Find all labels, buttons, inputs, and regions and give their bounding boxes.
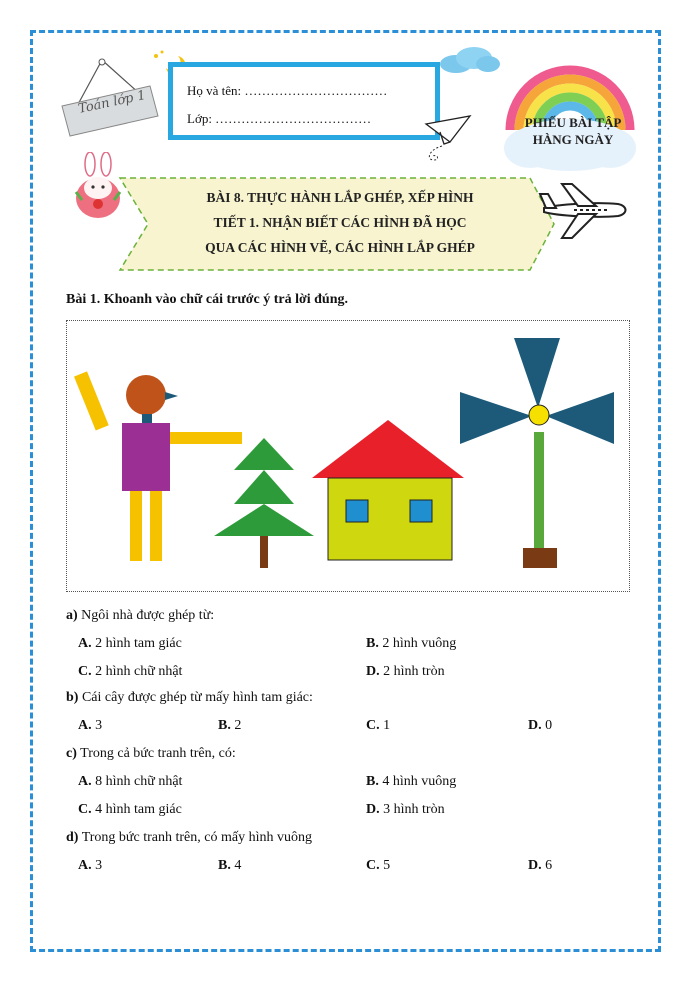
windmill-blade-left	[460, 392, 532, 444]
windmill-hub	[529, 405, 549, 425]
person-right-leg	[150, 491, 162, 561]
windmill-base	[523, 548, 557, 568]
option-d-B[interactable]: B. 4	[218, 858, 242, 873]
question-d: d) Trong bức tranh trên, có mấy hình vuông	[66, 830, 312, 845]
person-arm	[170, 432, 242, 444]
person-beak	[165, 392, 178, 400]
student-name-field[interactable]: Họ và tên: ……………………………	[187, 83, 388, 98]
option-a-B[interactable]: B. 2 hình vuông	[366, 636, 457, 651]
student-class-field[interactable]: Lớp: ………………………………	[187, 111, 372, 126]
exercise-heading: Bài 1. Khoanh vào chữ cái trước ý trả lời đúng.	[66, 292, 348, 307]
option-b-C[interactable]: C. 1	[366, 718, 391, 733]
option-d-A[interactable]: A. 3	[78, 858, 103, 873]
option-c-C[interactable]: C. 4 hình tam giác	[78, 802, 182, 817]
option-c-A[interactable]: A. 8 hình chữ nhật	[78, 774, 183, 789]
option-b-B[interactable]: B. 2	[218, 718, 242, 733]
option-a-A[interactable]: A. 2 hình tam giác	[78, 636, 182, 651]
person-neck	[142, 414, 152, 424]
paper-plane-icon	[420, 110, 476, 166]
rainbow-badge	[500, 50, 640, 175]
tree-triangle-middle	[234, 470, 294, 504]
windmill-blade-top	[514, 338, 560, 408]
tree-triangle-bottom	[214, 504, 314, 536]
windmill-blade-right	[546, 392, 614, 444]
option-a-C[interactable]: C. 2 hình chữ nhật	[78, 664, 183, 679]
title-line-3: QUA CÁC HÌNH VẼ, CÁC HÌNH LẮP GHÉP	[205, 240, 475, 255]
person-left-leg	[130, 491, 142, 561]
person-figure	[74, 371, 242, 561]
question-a: a) Ngôi nhà được ghép từ:	[66, 608, 215, 623]
option-c-D[interactable]: D. 3 hình tròn	[366, 802, 445, 817]
tree-figure	[214, 438, 314, 568]
option-a-D[interactable]: D. 2 hình tròn	[366, 664, 445, 679]
lesson-title	[160, 185, 520, 260]
bunny-mascot-icon	[72, 152, 124, 222]
title-line-2: TIẾT 1. NHẬN BIẾT CÁC HÌNH ĐÃ HỌC	[213, 215, 467, 230]
option-d-C[interactable]: C. 5	[366, 858, 391, 873]
sign-label: Toán lớp 1	[76, 88, 148, 117]
shapes-picture	[66, 320, 630, 592]
person-body	[122, 423, 170, 491]
option-b-A[interactable]: A. 3	[78, 718, 103, 733]
person-head	[126, 375, 166, 415]
option-b-D[interactable]: D. 0	[528, 718, 553, 733]
badge-label: PHIẾU BÀI TẬP HÀNG NGÀY	[524, 115, 622, 147]
windmill-figure	[460, 338, 614, 568]
airplane-icon	[538, 180, 633, 242]
tree-trunk	[260, 536, 268, 568]
cloud-icon	[436, 44, 502, 76]
question-b: b) Cái cây được ghép từ mấy hình tam giác:	[66, 690, 313, 705]
question-c: c) Trong cả bức tranh trên, có:	[66, 746, 236, 761]
title-line-1: BÀI 8. THỰC HÀNH LẮP GHÉP, XẾP HÌNH	[206, 190, 474, 205]
option-d-D[interactable]: D. 6	[528, 858, 553, 873]
person-raised-arm	[74, 371, 109, 430]
house-roof	[312, 420, 464, 478]
windmill-pole	[534, 432, 544, 550]
house-figure	[312, 420, 464, 560]
student-info-box	[168, 62, 440, 140]
house-window-right	[410, 500, 432, 522]
tree-triangle-top	[234, 438, 294, 470]
house-window-left	[346, 500, 368, 522]
option-c-B[interactable]: B. 4 hình vuông	[366, 774, 457, 789]
